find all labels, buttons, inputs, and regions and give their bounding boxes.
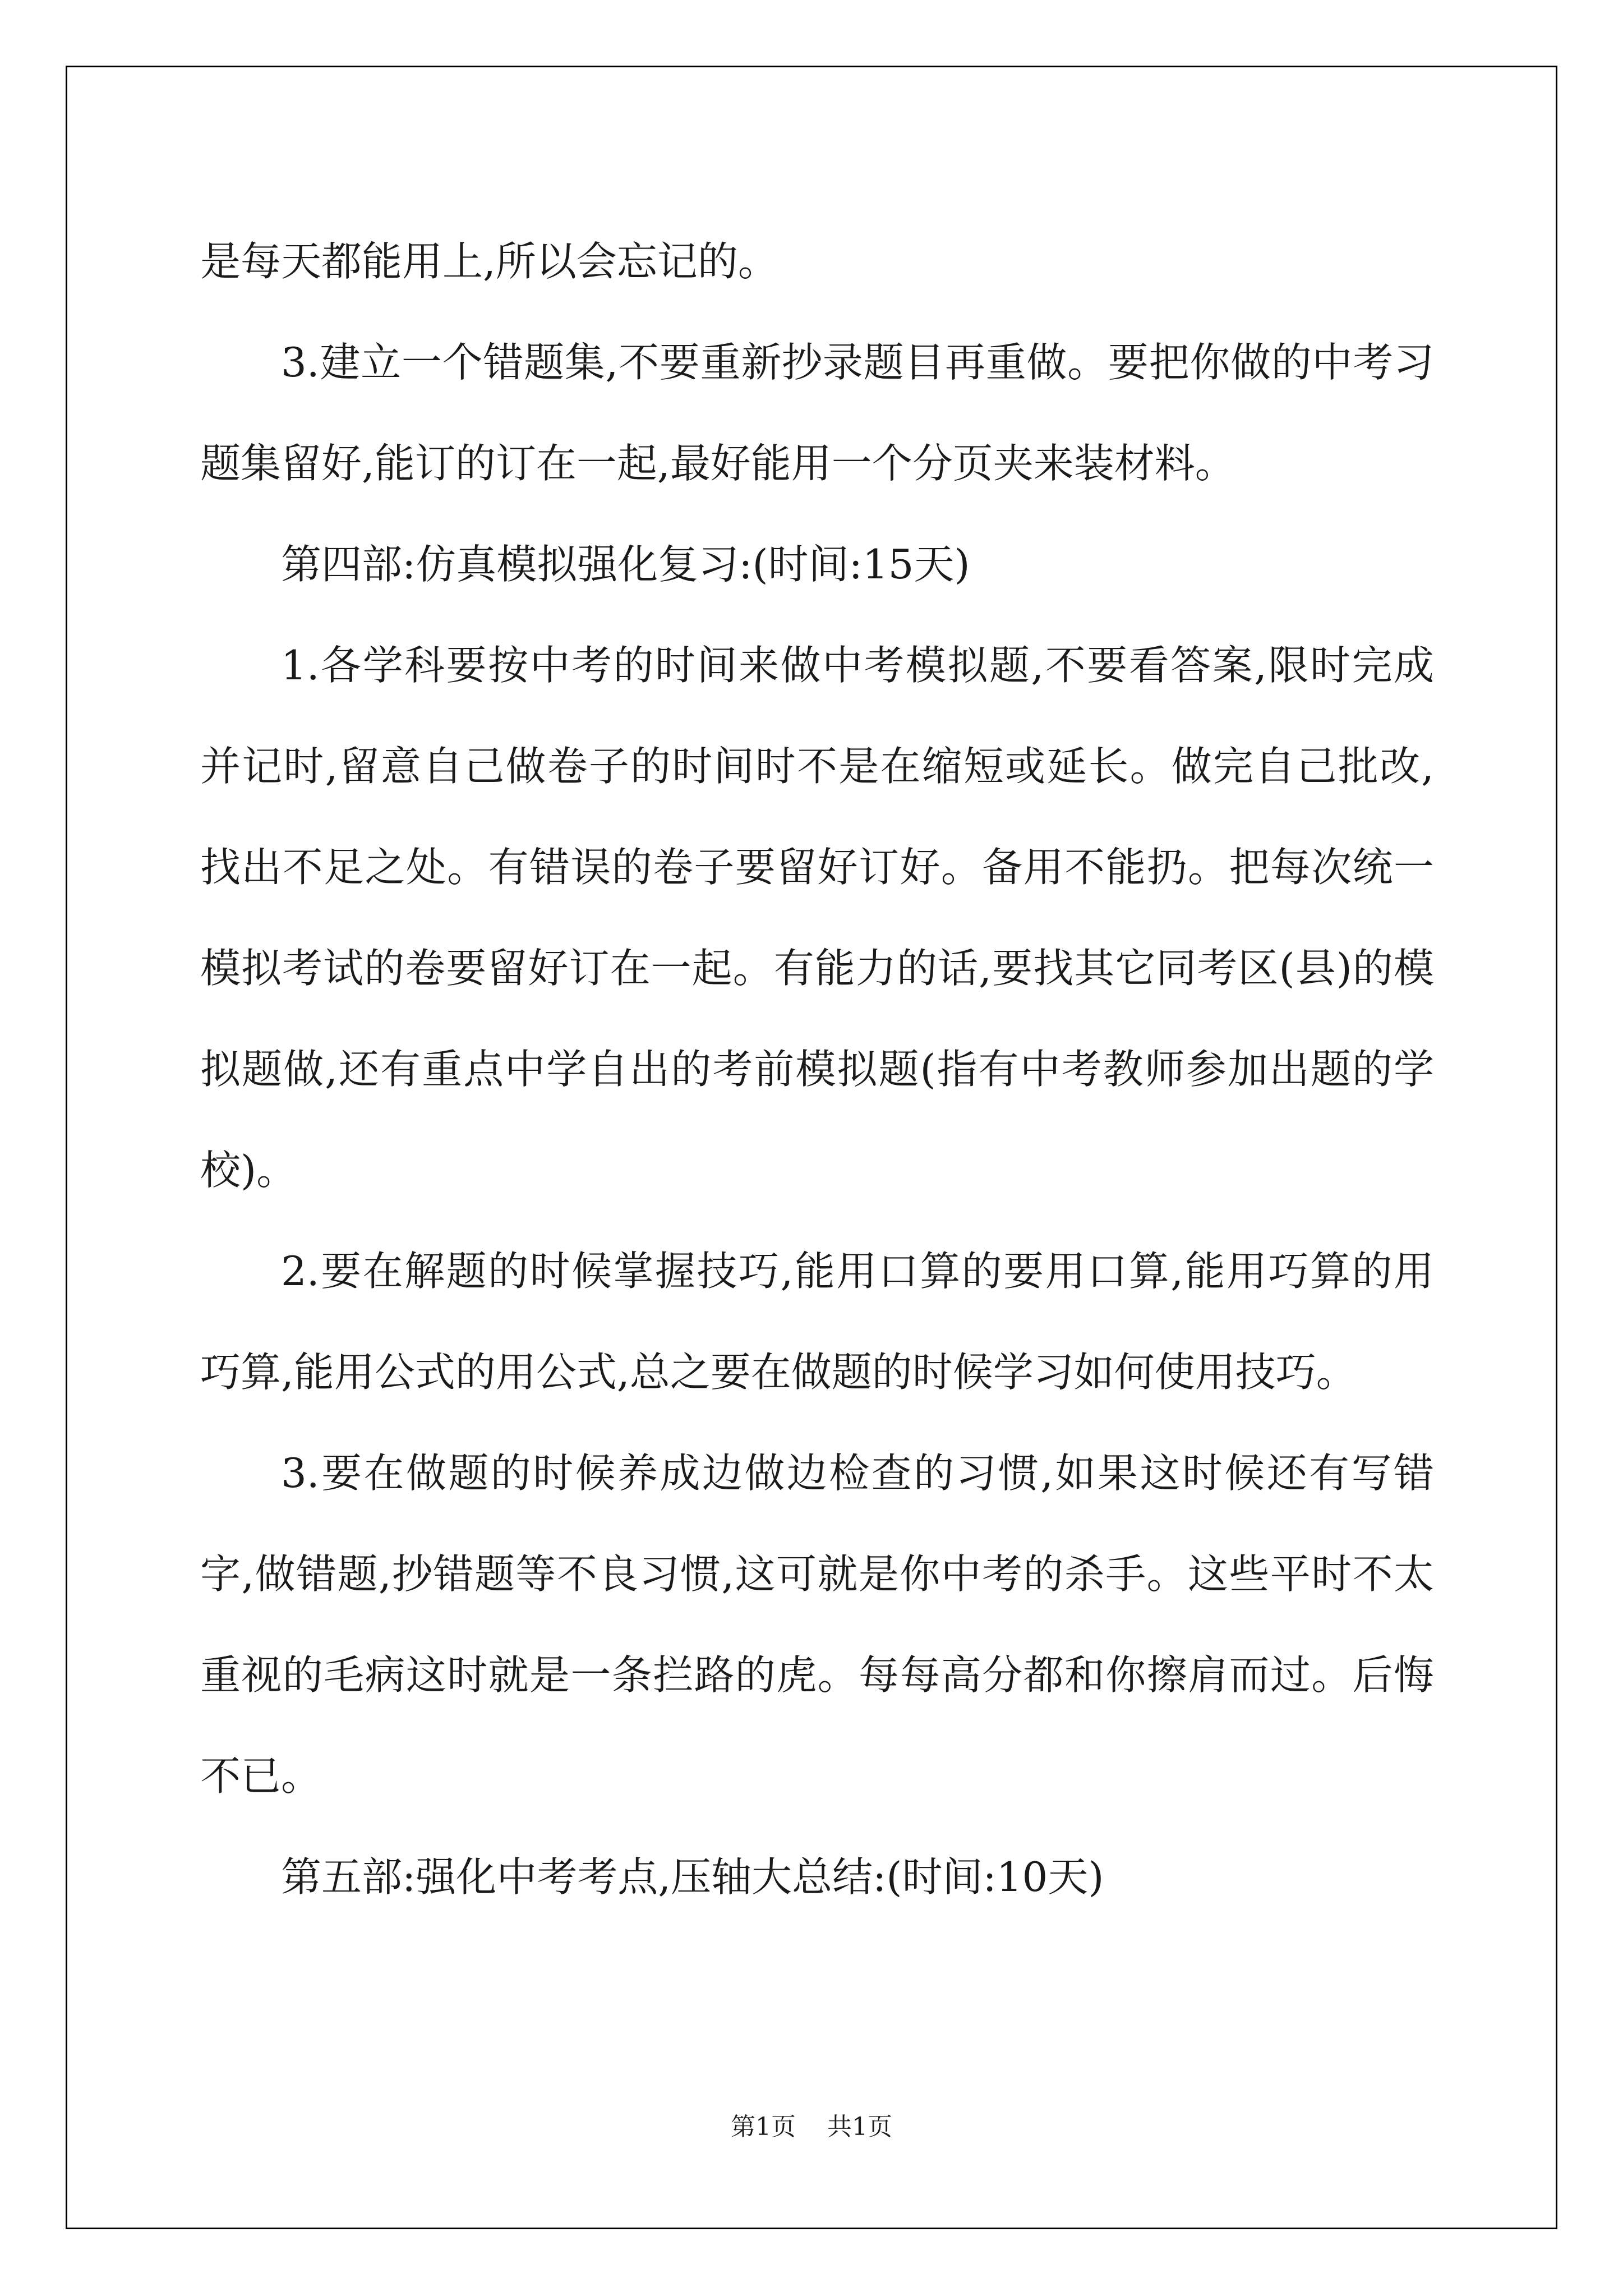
page-total: 共1页 [827, 2113, 892, 2141]
paragraph-4: 1.各学科要按中考的时间来做中考模拟题,不要看答案,限时完成并记时,留意自己做卷子的时间时不是在缩短或延长。做完自己批改,找出不足之处。有错误的卷子要留好订好。备用不能扔。把每次统一模拟考试的卷要留好订在一起。有能力的话,要找其它同考区(县)的模拟题做,还有重点中学自出的考前模拟题(指有中考教师参加出题的学校)。 [200, 642, 1434, 1194]
page-number: 第1页 [731, 2113, 796, 2141]
paragraph-6: 3.要在做题的时候养成边做边检查的习惯,如果这时候还有写错字,做错题,抄错题等不良习惯,这可就是你中考的杀手。这些平时不太重视的毛病这时就是一条拦路的虎。每每高分都和你擦肩而过。后悔不已。 [200, 1450, 1434, 1800]
page-footer [0, 2110, 1623, 2144]
section-heading-part-five: 第五部:强化中考考点,压轴大总结:(时间:10天) [281, 1853, 1104, 1901]
paragraph-2: 3.建立一个错题集,不要重新抄录题目再重做。要把你做的中考习题集留好,能订的订在一起,最好能用一个分页夹来装材料。 [200, 339, 1434, 487]
paragraph-1: 是每天都能用上,所以会忘记的。 [200, 238, 778, 285]
paragraph-5: 2.要在解题的时候掌握技巧,能用口算的要用口算,能用巧算的用巧算,能用公式的用公式,总之要在做题的时候学习如何使用技巧。 [200, 1248, 1434, 1396]
section-heading-part-four: 第四部:仿真模拟强化复习:(时间:15天) [281, 541, 970, 588]
document-body [200, 211, 1434, 1927]
